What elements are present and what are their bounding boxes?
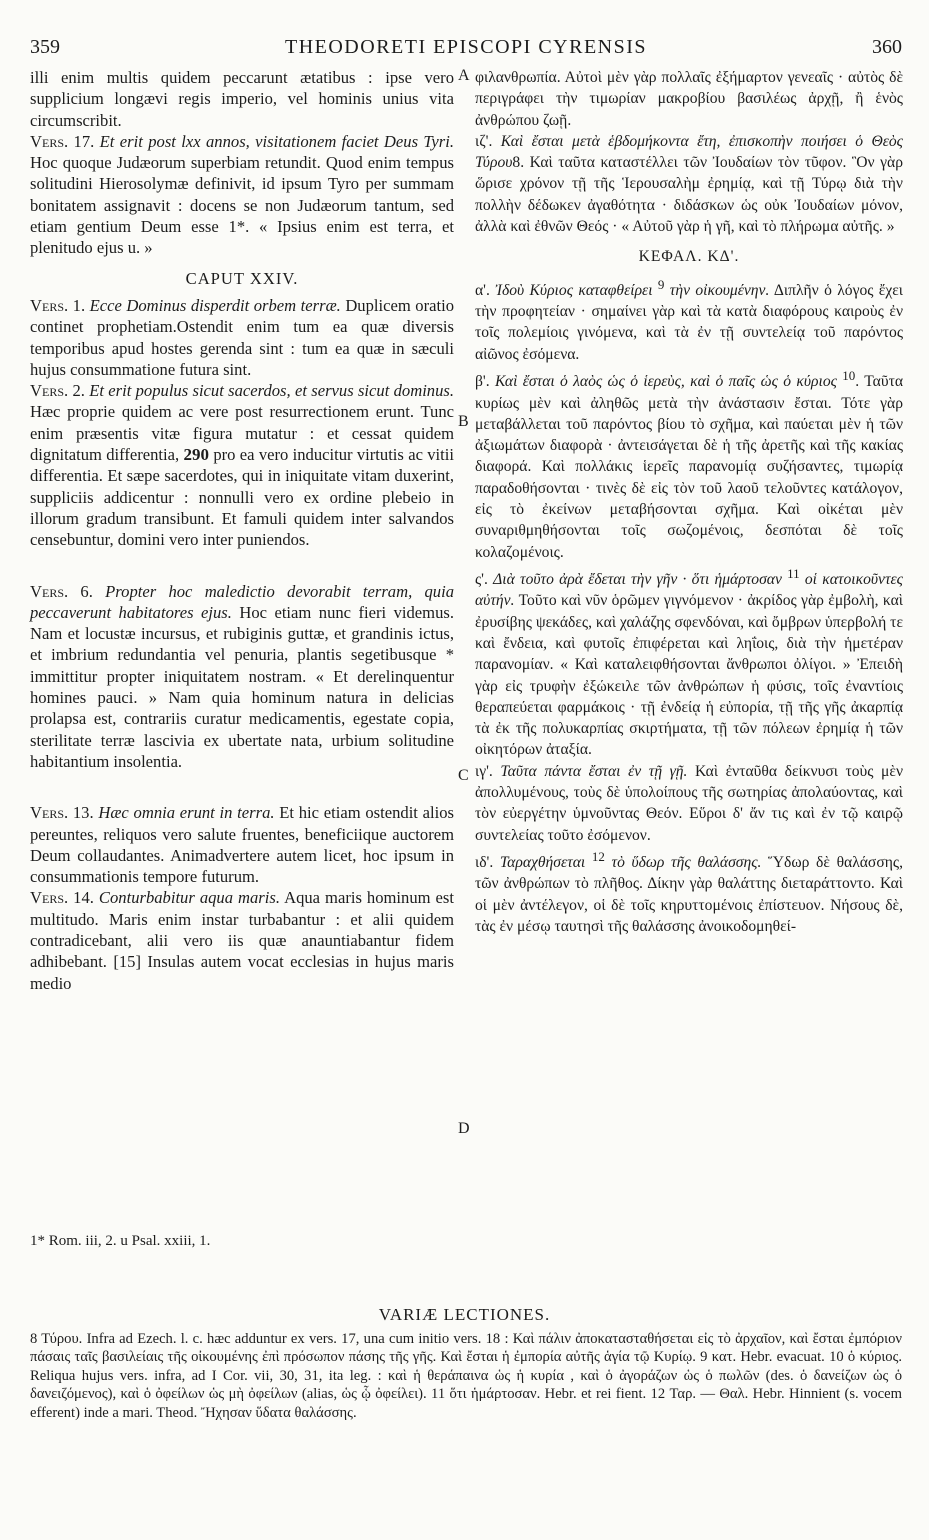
- column-marker: 290: [183, 445, 209, 465]
- caput-heading: CAPUT XXIV.: [185, 268, 299, 288]
- greek-paragraph: φιλανθρωπία. Αὐτοὶ μὲν γὰρ πολλαῖς ἐξήμαρτον γενεαῖς · αὐτὸς δὲ περιγράφει τὴν τιμωρίαν μακροβίου βασιλέως ἀρχῇ, ἢ ἑνὸς ἀνθρώπου ζωῇ.: [475, 69, 903, 129]
- kefalaion-heading: ΚΕΦΑΛ. ΚΔ'.: [638, 248, 740, 266]
- running-header: [30, 36, 902, 60]
- running-title: THEODORETI EPISCOPI CYRENSIS: [284, 36, 648, 58]
- latin-verse-17: Vers. 17. Et erit post lxx annos, visitationem faciet Deus Tyri. Hoc quoque Judæorum superbiam retundit. Quod enim tempus solitudini Hierosolymæ definivit, id ipsum Tyro per summam bonitatem assignavit : docens se non Judæorum tantum, sed etiam gentium Deum esse 1*. « Ipsius enim est terra, et plenitudo ejus u. »: [30, 131, 454, 258]
- margin-letter-b: B: [458, 413, 469, 430]
- greek-verse-14: ιδ'. Ταραχθήσεται $^{12}$ τὸ ὕδωρ τῆς θαλάσσης. Ὕδωρ δὲ θαλάσσης, τῶν ἀνθρώπων τὸ πλῆθος. Δίκην γὰρ θαλάττης διεταράττοντο. Καὶ οἱ μὲν ἀντέλεγον, οἱ δὲ τοῖς κηρυττομένοις ἐπίστευον. Νήσους δὲ, τὰς ἐν μέσῳ ταυτησὶ τῆς θαλάσσης ἀνοικοδομηθεί-: [475, 848, 903, 936]
- greek-verse-6: ς'. Διὰ τοῦτο ἀρὰ ἔδεται τὴν γῆν · ὅτι ἡμάρτοσαν $^{11}$ οἱ κατοικοῦντες αὐτήν. Τοῦτο καὶ νῦν ὁρῶμεν γιγνόμενον · ἀκρίδος γὰρ ἐμβολὴ, καὶ ἐρυσίβης ψεκάδες, καὶ χαλάζης σφενδόναι, καὶ ὄμβρων ὑπερβολή τε καὶ ἔνδεια, καὶ φυτοῖς ἐπιφέρεται καὶ ληΐοις, διὰ τὴν ἡμετέραν παρανομίαν. « Καὶ καταλειφθήσονται ἄνθρωποι ὀλίγοι. » Ἐπειδὴ γὰρ εἰς τρυφὴν ἐξώκειλε τῶν ἀνθρώπων ἡ φύσις, τοῖς ἐναντίοις θεραπεύεται φαρμάκοις · τῇ ἐνδείᾳ ἡ εὐπορία, τῇ τῆς γῆς ἀκαρπίᾳ τὰ ἐκ τῆς πολυκαρπίας σκιρτήματα, τῇ τῶν πόλεων ἐρημίᾳ ἡ τῶν οἰκητόρων ἀταξία.: [475, 565, 904, 759]
- greek-verse-13: ιγ'. Ταῦτα πάντα ἔσται ἐν τῇ γῇ. Καὶ ἐνταῦθα δείκνυσι τοὺς μὲν ἀπολλυμένους, τοὺς δὲ ὑπολοίπους τῆς σωτηρίας ἀπολαύοντας, καὶ τὸν εὐεργέτην ὑμνοῦντας Θεόν. Εὕροι δ' ἄν τις καὶ ἐν τῷ καιρῷ συντελείας τοῦτο ἐσόμενον.: [475, 762, 903, 844]
- latin-verse-6: Vers. 6. Propter hoc maledictio devorabit terram, quia peccaverunt habitatores ejus. Hoc etiam nunc fieri videmus. Nam et locustæ incursus, et rubiginis guttæ, et grandinis ictus, et imbrium redundantia vel penuria, plantis segetibusque * immittitur propter iniquitatem nostram. « Et derelinquentur homines pauci. » Nam quia hominum natura in delicias prolapsa est, contrariis curatur medicamentis, egestate copia, sterilitate terræ lascivia ex ubertate nata, urbium solitudine habitantium insolentia.: [30, 581, 455, 771]
- latin-verse-14: Vers. 14. Conturbabitur aqua maris. Aqua maris hominum est multitudo. Maris enim instar turbabantur : et alii quidem contradicebant, alii vero iis quæ anauntiabantur fidem adhibebant. [15] Insulas autem vocat ecclesias in hujus maris medio: [30, 888, 454, 993]
- page-number-right: 360: [872, 36, 902, 58]
- variae-lectiones-title: VARIÆ LECTIONES.: [378, 1305, 551, 1324]
- page-number-left: 359: [30, 36, 60, 58]
- latin-verse-2: Vers. 2. Et erit populus sicut sacerdos, et servus sicut dominus. Hæc proprie quidem ac vere post resurrectionem erunt. Tunc enim præsentis vitæ figura mutatur : et cessat quidem dignitatum differentia, 290 pro ea vero inducitur virtutis ac vitii differentia. Et sæpe sacerdotes, qui in iniquitate vitam duxerint, suppliciis addicentur : nonnulli vero ex ordine plebeio in illorum gradum transibunt. Et famuli quidem inter salvandos censebuntur, domini vero inter puniendos.: [30, 381, 455, 550]
- footnotes: 1* Rom. iii, 2. u Psal. xxiii, 1.: [30, 1233, 211, 1249]
- greek-column: [475, 67, 903, 937]
- margin-letter-a: A: [458, 67, 470, 84]
- greek-verse-1: α'. Ἰδοὺ Κύριος καταφθείρει $^9$ τὴν οἰκουμένην. Διπλῆν ὁ λόγος ἔχει τὴν προφητείαν · σημαίνει γὰρ καὶ τὰ κατὰ διαφόρους καιροὺς ἐν τοῖς πολεμίοις γινόμενα, καὶ τὰ ἐν τῇ συντελείᾳ τοῦ παρόντος αἰῶνος ἐσόμενα.: [475, 276, 903, 363]
- latin-paragraph: illi enim multis quidem peccarunt ætatibus : ipse vero supplicium longævi regis imperio, vel hominis unius vita circumscribit.: [30, 68, 454, 130]
- greek-verse-2: β'. Καὶ ἔσται ὁ λαὸς ὡς ὁ ἱερεὺς, καὶ ὁ παῖς ὡς ὁ κύριος $^{10}$. Ταῦτα κυρίως μὲν καὶ ἀληθῶς μετὰ τὴν ἀνάστασιν ἔσται. Τότε γὰρ μεταβάλλεται τοῦ παρόντος βίου τὸ σχῆμα, καὶ παύεται μὲν ἡ τῶν ἀξιωμάτων διαφορὰ · ἀντεισάγεται δὲ ἡ τῆς ἀρετῆς καὶ τῆς κακίας διαφορά. Καὶ πολλάκις ἱερεῖς παρανομίᾳ συζήσαντες, τιμωρίᾳ παραδοθήσονται · τινὲς δὲ εἰς τὸν τοῦ λαοῦ τελοῦντες κατάλογον, εἰς τὸ ἐκείνων μεταβήσονται σχῆμα. Καὶ οἰκέται μὲν συναριθμηθήσονται τοῖς σωζομένοις, δεσπόται δὲ τοῖς κολαζομένοις.: [475, 368, 904, 561]
- margin-letter-d: D: [458, 1120, 470, 1137]
- margin-letter-c: C: [458, 767, 469, 784]
- greek-verse-17: ιζ'. Καὶ ἔσται μετὰ ἑβδομήκοντα ἔτη, ἐπισκοπὴν ποιήσει ὁ Θεὸς Τύρου8. Καὶ ταῦτα καταστέλλει τῶν Ἰουδαίων τὸν τῦφον. Ὃν γὰρ ὥρισε χρόνον τῇ τῆς Ἱερουσαλὴμ ἐρημίᾳ, καὶ τῇ Τύρῳ διὰ τὴν πολλὴν δέδωκεν ἀγαθότητα · διδάσκων ὡς οὐκ Ἰουδαίων μόνον, ἀλλὰ καὶ ἐθνῶν Θεός · « Αὐτοῦ γὰρ ἡ γῆ, καὶ τὸ πλήρωμα αὐτῆς. »: [475, 132, 903, 236]
- variae-lectiones: [30, 1330, 902, 1422]
- latin-verse-1: Vers. 1. Ecce Dominus disperdit orbem terræ. Duplicem oratio continet prophetiam.Ostendit enim tum ea quæ diversis temporibus apud hostes gerenda sint : tum ea quæ in sæculi hujus consummatione futura sint.: [30, 295, 454, 379]
- latin-verse-13: Vers. 13. Hæc omnia erunt in terra. Et hic etiam ostendit alios pereuntes, reliquos vero salute fruentes, beneficiique auctorem Deum collaudantes. Animadvertere autem licet, hoc ipsum in consummationis tempore futurum.: [30, 803, 454, 887]
- latin-column: [30, 67, 454, 994]
- variae-text: 8 Τύρου. Infra ad Ezech. l. c. hæc adduntur ex vers. 17, una cum initio vers. 18 : Καὶ πάλιν ἀποκατασταθήσεται εἰς τὸ ἀρχαῖον, καὶ ἔσται ἐμπόριον πάσαις ταῖς βασιλείαις τῆς οἰκουμένης ἐπὶ πρόσωπον πάσης τῆς γῆς. Καὶ ἔσται ἡ ἐμπορία αὐτῆς ἁγία τῷ Κυρίῳ. 9 κατ. Hebr. evacuat. 10 ὁ κύριος. Reliqua hujus vers. infra, ad I Cor. vii, 30, 31, ita leg. : καὶ ἡ θεράπαινα ὡς ἡ κυρία , καὶ ὁ ἀγοράζων ὡς ὁ πωλῶν (des. ὁ δανείζων ὡς ὁ δανειζόμενος), καὶ ὁ ὀφείλων ὡς μὴ ὀφείλων (alias, ὡς ᾧ ὀφείλει). 11 ὅτι ἡμάρτοσαν. Hebr. et rei fient. 12 Ταρ. — Θαλ. Hebr. Hinnient (s. vocem efferent) inde a mari. Theod. Ἤχησαν ὕδατα θαλάσσης.: [30, 1331, 902, 1421]
